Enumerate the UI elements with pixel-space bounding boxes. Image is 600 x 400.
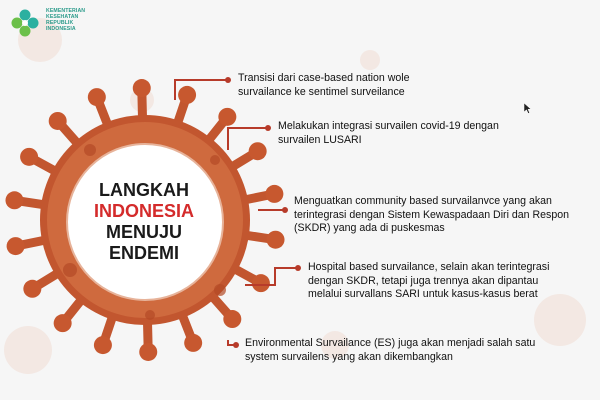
point-3 <box>294 195 569 236</box>
point-2 <box>278 120 499 147</box>
point-line: terintegrasi dengan Sistem Kewaspadaan Diri dan Respon <box>294 208 570 221</box>
point-line: dengan SKDR, tetapi juga trennya akan dipantau <box>308 274 539 287</box>
logo-line: REPUBLIK <box>46 20 74 26</box>
point-line: Melakukan integrasi survailen covid-19 dengan <box>278 120 499 132</box>
point-1 <box>238 72 410 99</box>
logo-line: INDONESIA <box>46 26 76 32</box>
point-line: survailance ke sentimel surveilance <box>238 85 405 98</box>
center-title-line-2: INDONESIA <box>93 201 194 221</box>
point-line: system survailens yang akan dikembangkan <box>245 350 453 363</box>
point-line: Environmental Survailance (ES) juga akan menjadi salah satu <box>245 337 536 349</box>
point-4 <box>308 261 549 302</box>
mouse-cursor-icon <box>524 103 532 114</box>
center-title-line-4: ENDEMI <box>108 243 179 263</box>
logo-line: KEMENTERIAN <box>46 8 86 14</box>
center-title-line-3: MENUJU <box>105 222 182 242</box>
center-title-line-1: LANGKAH <box>99 180 189 200</box>
point-line: survailen LUSARI <box>278 133 362 146</box>
point-line: Menguatkan community based survailanvce yang akan <box>294 195 552 207</box>
point-line: melalui survallans SARI untuk kasus-kasus berat <box>308 288 538 300</box>
point-line: Hospital based survailance, selain akan terintegrasi <box>308 261 550 273</box>
point-line: Transisi dari case-based nation wole <box>238 72 410 84</box>
point-line: (SKDR) yang ada di puskesmas <box>294 222 445 234</box>
point-5 <box>245 337 535 364</box>
logo-line: KESEHATAN <box>46 14 79 20</box>
